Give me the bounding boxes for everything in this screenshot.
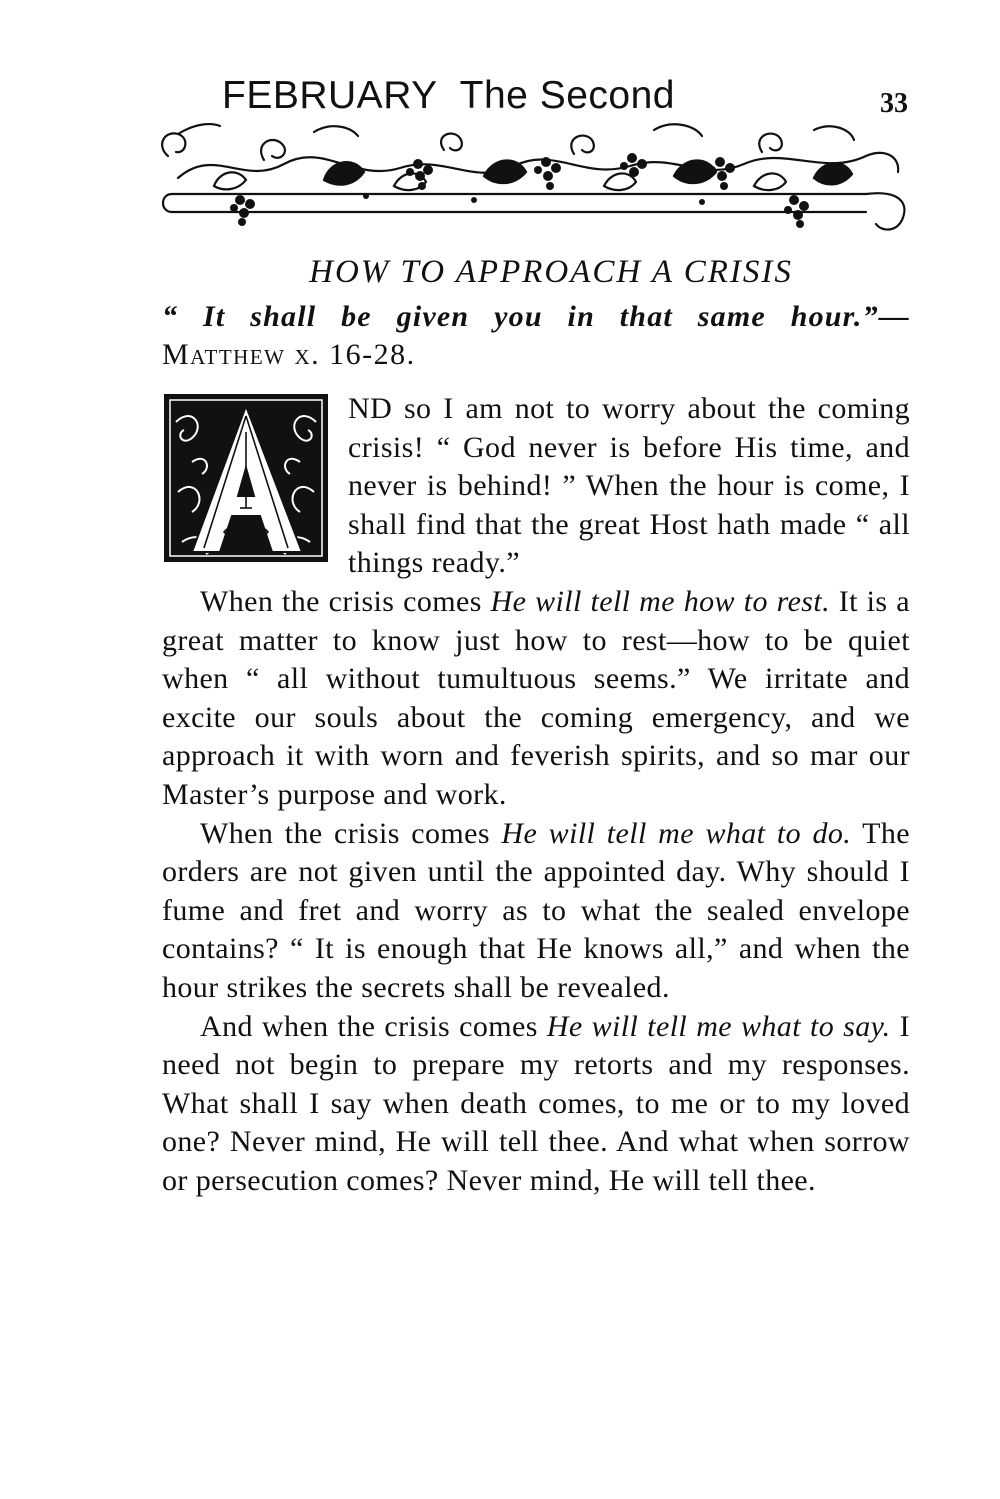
epigraph-reference: Matthew x. 16-28.: [162, 338, 416, 371]
grapevine-border-ornament-icon: [154, 116, 914, 236]
running-head-title: [222, 76, 675, 115]
paragraph-4-lead: And when the crisis comes: [200, 1009, 547, 1043]
epigraph-quote: “ It shall be given you in that same hour.”—: [162, 300, 910, 333]
paragraph-4-emphasis: He will tell me what to say.: [546, 1009, 891, 1043]
epigraph: [162, 298, 910, 374]
paragraph-2-emphasis: He will tell me how to rest.: [490, 584, 831, 618]
paragraph-2-lead: When the crisis comes: [200, 584, 491, 618]
paragraph-4-text: I need not begin to prepare my retorts and my responses. What shall I say when death comes, to me or to my loved one? Never mind, He will tell thee. And what when sorrow or persecution comes? Never mind, He will tell thee.: [162, 1009, 910, 1197]
book-page: [162, 70, 910, 1200]
chapter-title: HOW TO APPROACH A CRISIS: [309, 254, 793, 290]
paragraph-1: [162, 390, 910, 583]
page-number: 33: [880, 88, 908, 119]
paragraph-3-lead: When the crisis comes: [200, 816, 502, 850]
paragraph-3-text: The orders are not given until the appointed day. Why should I fume and fret and worry as to what the sealed envelope contains? “ It is enough that He knows all,” and when the hour strikes the secrets shall be revealed.: [162, 816, 910, 1004]
paragraph-2: [162, 583, 910, 815]
running-head-day: The Second: [459, 74, 675, 117]
illuminated-letter-a-icon: [162, 392, 330, 564]
running-head-month: FEBRUARY: [222, 74, 438, 117]
paragraph-1-text: ND so I am not to worry about the coming crisis! “ God never is before His time, and never is behind! ” When the hour is come, I shall find that the great Host hath made “ all things ready.”: [348, 392, 910, 580]
paragraph-3: [162, 815, 910, 1008]
paragraph-3-emphasis: He will tell me what to do.: [501, 816, 852, 850]
body-text: [162, 390, 910, 1200]
paragraph-4: [162, 1008, 910, 1201]
paragraph-2-text: It is a great matter to know just how to rest—how to be quiet when “ all without tumultuous seems.” We irritate and excite our souls about the coming emergency, and we approach it with worn and feverish spirits, and so mar our Master’s purpose and work.: [162, 584, 910, 811]
